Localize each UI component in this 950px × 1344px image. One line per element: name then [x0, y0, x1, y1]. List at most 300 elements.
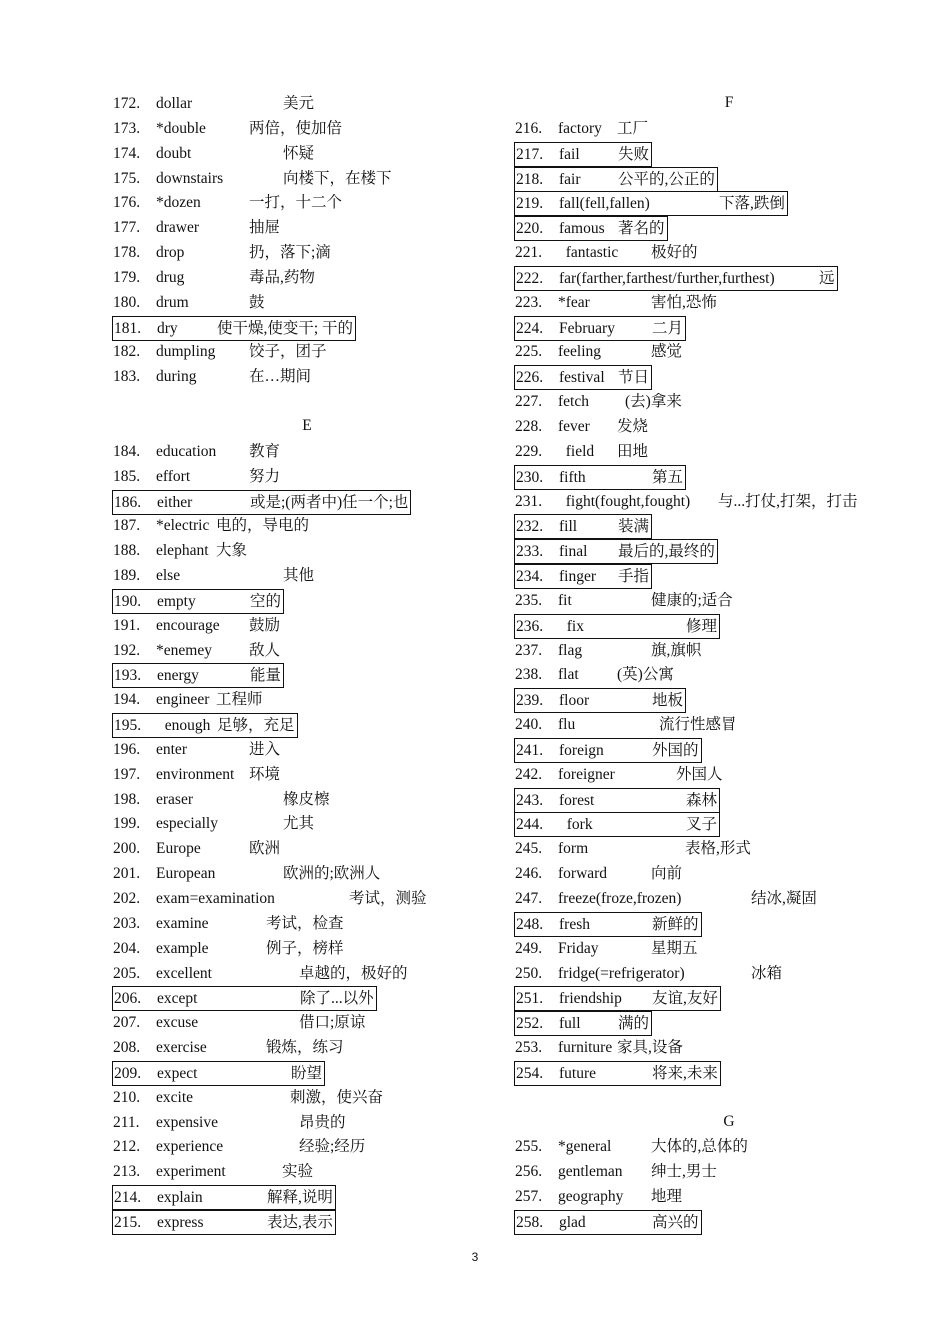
vocab-entry: [514, 1036, 685, 1059]
entry-word: *fear: [558, 293, 590, 311]
entry-word: doubt: [156, 144, 192, 162]
entry-number: 239.: [516, 692, 544, 710]
entry-word: drum: [156, 293, 189, 311]
entry-number: 177.: [113, 219, 141, 237]
entry-word: enter: [156, 740, 187, 758]
vocab-row: [112, 861, 502, 886]
entry-number: 245.: [515, 840, 543, 858]
entry-meaning: 流行性感冒: [659, 716, 737, 734]
entry-meaning: 在…期间: [249, 368, 312, 386]
highlighted-vocab-entry: [514, 614, 720, 639]
entry-meaning: 电的，导电的: [216, 517, 310, 535]
entry-meaning: (去)拿来: [625, 393, 682, 411]
vocab-entry: [112, 92, 316, 115]
vocab-row: [112, 563, 502, 588]
vocab-row: [112, 215, 502, 240]
vocab-row: [112, 1159, 502, 1184]
entry-number: 184.: [113, 442, 141, 460]
entry-number: 233.: [516, 543, 544, 561]
vocab-row: [514, 364, 944, 389]
vocab-row: [112, 91, 502, 116]
entry-word: far(farther,farthest/further,furthest): [559, 269, 775, 287]
entry-word: freeze(froze,frozen): [558, 890, 682, 907]
vocab-row: [514, 712, 944, 737]
vocab-entry: [112, 167, 394, 190]
vocab-entry: [112, 365, 313, 388]
entry-word: fair: [559, 170, 581, 188]
entry-number: 215.: [114, 1213, 142, 1231]
highlighted-vocab-entry: [514, 1011, 652, 1036]
entry-meaning: 外国的: [652, 741, 699, 759]
entry-number: 192.: [113, 641, 141, 659]
vocab-row: [514, 439, 944, 464]
vocab-row: [514, 414, 944, 439]
highlighted-vocab-entry: [112, 589, 284, 614]
entry-word: furniture: [558, 1039, 613, 1057]
entry-meaning: 教育: [249, 442, 281, 460]
entry-word: finger: [559, 568, 597, 586]
highlighted-vocab-entry: [514, 167, 718, 192]
entry-meaning: 毒品,药物: [249, 268, 315, 286]
vocab-row: [514, 489, 944, 514]
entry-number: 232.: [516, 518, 544, 536]
vocab-row: [112, 116, 502, 141]
vocab-row: [112, 886, 502, 911]
entry-meaning: 满的: [618, 1015, 650, 1033]
entry-meaning: 表格,形式: [685, 840, 751, 858]
vocab-row: [112, 985, 502, 1010]
entry-number: 220.: [516, 220, 544, 238]
entry-meaning: 环境: [249, 765, 281, 783]
vocab-row: [514, 166, 944, 191]
entry-number: 210.: [113, 1088, 141, 1106]
entry-word: gentleman: [558, 1163, 623, 1181]
entry-meaning: 友谊,友好: [652, 990, 718, 1008]
entry-meaning: 欧洲: [249, 840, 281, 858]
entry-number: 186.: [114, 493, 142, 511]
entry-word: Europe: [156, 840, 201, 858]
entry-word: enough: [157, 717, 211, 735]
entry-meaning: 饺子，团子: [249, 343, 327, 361]
highlighted-vocab-entry: [514, 365, 652, 390]
entry-number: 246.: [515, 865, 543, 883]
entry-meaning: 借口;原谅: [299, 1014, 366, 1032]
entry-number: 254.: [516, 1064, 544, 1082]
entry-word: either: [157, 493, 193, 511]
entry-number: 173.: [113, 119, 141, 137]
entry-number: 225.: [515, 343, 543, 361]
vocab-row: [112, 315, 502, 340]
highlighted-vocab-entry: [514, 216, 668, 241]
entry-meaning: 下落,跌倒: [719, 195, 785, 213]
entry-word: excite: [156, 1088, 194, 1106]
vocab-entry: [112, 738, 282, 761]
entry-meaning: 进入: [249, 740, 281, 758]
entry-word: fill: [559, 518, 578, 536]
left-column: [112, 91, 502, 1234]
entry-number: 235.: [515, 591, 543, 609]
entry-word: geography: [558, 1188, 624, 1206]
entry-meaning: 绅士,男士: [651, 1163, 717, 1181]
entry-meaning: 向前: [651, 865, 683, 883]
entry-meaning: 鼓: [249, 293, 265, 311]
highlighted-vocab-entry: [112, 1061, 325, 1086]
entry-number: 252.: [516, 1015, 544, 1033]
entry-word: else: [156, 567, 181, 585]
entry-word: fantastic: [558, 244, 619, 262]
entry-number: 229.: [515, 442, 543, 460]
entry-meaning: 地理: [651, 1188, 683, 1206]
entry-number: 207.: [113, 1014, 141, 1032]
entry-meaning: 盼望: [291, 1064, 323, 1082]
entry-word: elephant: [156, 542, 209, 560]
vocab-row: [514, 588, 944, 613]
entry-meaning: 美元: [283, 95, 315, 112]
entry-number: 195.: [114, 717, 142, 735]
entry-meaning: 星期五: [651, 939, 698, 957]
vocab-entry: [112, 962, 410, 985]
vocab-row: [112, 687, 502, 712]
entry-number: 231.: [515, 492, 543, 510]
vocab-row: [112, 737, 502, 762]
entry-meaning: 最后的,最终的: [618, 543, 715, 561]
entry-number: 234.: [516, 568, 544, 586]
vocab-row: [514, 141, 944, 166]
entry-number: 230.: [516, 468, 544, 486]
entry-meaning: 其他: [283, 567, 315, 585]
entry-word: *general: [558, 1138, 612, 1156]
entry-meaning: 与...打仗,打架，打击: [718, 492, 858, 510]
vocab-row: [514, 215, 944, 240]
entry-number: 221.: [515, 244, 543, 262]
entry-word: fork: [559, 816, 593, 834]
entry-number: 187.: [113, 517, 141, 535]
section-heading: F: [724, 94, 734, 111]
vocab-entry: [514, 837, 753, 860]
vocab-entry: [112, 1111, 348, 1134]
entry-number: 172.: [113, 95, 141, 112]
entry-word: future: [559, 1064, 597, 1082]
entry-number: 238.: [515, 666, 543, 684]
vocab-entry: [112, 1135, 367, 1158]
entry-number: 242.: [515, 765, 543, 783]
vocab-row: [514, 787, 944, 812]
entry-word: fall(fell,fallen): [559, 195, 650, 213]
highlighted-vocab-entry: [112, 1185, 336, 1210]
entry-word: fever: [558, 417, 590, 435]
entry-word: engineer: [156, 691, 210, 709]
vocab-row: [514, 190, 944, 215]
highlighted-vocab-entry: [514, 788, 720, 813]
entry-word: encourage: [156, 616, 220, 634]
entry-number: 226.: [516, 369, 544, 387]
vocab-row: [514, 290, 944, 315]
entry-number: 191.: [113, 616, 141, 634]
entry-number: 212.: [113, 1138, 141, 1156]
entry-word: feeling: [558, 343, 602, 361]
entry-number: 194.: [113, 691, 141, 709]
entry-number: 208.: [113, 1039, 141, 1057]
entry-meaning: 发烧: [617, 417, 649, 435]
entry-meaning: 解释,说明: [267, 1189, 333, 1207]
vocab-entry: [514, 440, 650, 463]
vocab-entry: [112, 191, 344, 214]
entry-number: 209.: [114, 1064, 142, 1082]
entry-meaning: 结冰,凝固: [751, 890, 817, 907]
entry-meaning: 装满: [618, 518, 650, 536]
entry-meaning: 工程师: [216, 691, 263, 709]
entry-number: 256.: [515, 1163, 543, 1181]
vocab-entry: [514, 589, 735, 612]
vocab-row: [112, 265, 502, 290]
vocab-row: [112, 811, 502, 836]
entry-word: flu: [558, 716, 576, 734]
entry-number: 205.: [113, 964, 141, 982]
vocab-entry: [112, 1160, 315, 1183]
vocab-row: [112, 787, 502, 812]
entry-word: floor: [559, 692, 590, 710]
entry-number: 175.: [113, 169, 141, 187]
vocab-row: [112, 1085, 502, 1110]
entry-meaning: 修理: [686, 617, 718, 635]
vocab-row: [112, 936, 502, 961]
vocab-row: [514, 1209, 944, 1234]
entry-meaning: 锻炼，练习: [266, 1039, 344, 1057]
page-number: 3: [471, 1250, 479, 1264]
entry-number: 253.: [515, 1039, 543, 1057]
entry-number: 179.: [113, 268, 141, 286]
vocab-row: [514, 662, 944, 687]
entry-meaning: 第五: [652, 468, 684, 486]
vocab-row: [514, 886, 944, 911]
entry-meaning: 鼓励: [249, 616, 281, 634]
vocab-row: [514, 265, 944, 290]
entry-word: energy: [157, 667, 199, 685]
vocab-row: [514, 638, 944, 663]
vocab-row: [514, 513, 944, 538]
entry-number: 214.: [114, 1189, 142, 1207]
vocab-row: [514, 1035, 944, 1060]
vocab-row: [112, 166, 502, 191]
entry-meaning: 使干燥,使变干; 干的: [217, 319, 354, 337]
vocab-row: [514, 1010, 944, 1035]
entry-word: fix: [559, 617, 584, 635]
vocab-row: [112, 1035, 502, 1060]
vocab-row: [112, 1134, 502, 1159]
entry-word: *electric: [156, 517, 210, 535]
entry-number: 201.: [113, 865, 141, 883]
vocab-entry: [514, 1135, 750, 1158]
vocab-row: [514, 861, 944, 886]
entry-word: expensive: [156, 1113, 218, 1131]
vocab-entry: [514, 962, 784, 985]
entry-meaning: 冰箱: [751, 964, 783, 982]
entry-word: forest: [559, 791, 595, 809]
entry-meaning: 感觉: [651, 343, 683, 361]
entry-meaning: 两倍，使加倍: [249, 119, 343, 137]
highlighted-vocab-entry: [514, 688, 686, 713]
vocab-row: [112, 613, 502, 638]
entry-word: express: [157, 1213, 204, 1231]
entry-word: effort: [156, 467, 191, 485]
entry-meaning: 例子，榜样: [266, 939, 344, 957]
entry-word: final: [559, 543, 588, 561]
entry-word: drop: [156, 244, 185, 262]
entry-word: downstairs: [156, 169, 224, 187]
vocab-row: [514, 339, 944, 364]
vocab-entry: [514, 937, 700, 960]
entry-word: fridge(=refrigerator): [558, 964, 685, 982]
entry-number: 199.: [113, 815, 141, 833]
highlighted-vocab-entry: [112, 490, 411, 515]
entry-number: 182.: [113, 343, 141, 361]
vocab-row: [112, 240, 502, 265]
vocab-entry: [112, 241, 333, 264]
entry-meaning: 昂贵的: [299, 1113, 346, 1131]
vocab-entry: [112, 1011, 367, 1034]
vocab-row: [514, 911, 944, 936]
vocab-row: [112, 638, 502, 663]
vocab-entry: [514, 291, 719, 314]
vocab-row: [112, 464, 502, 489]
entry-word: glad: [559, 1213, 586, 1231]
vocab-row: [112, 1060, 502, 1085]
entry-meaning: 大体的,总体的: [651, 1138, 748, 1156]
entry-number: 251.: [516, 990, 544, 1008]
entry-number: 224.: [516, 319, 544, 337]
highlighted-vocab-entry: [514, 1061, 721, 1086]
vocab-row: [514, 1159, 944, 1184]
entry-meaning: 节日: [618, 369, 650, 387]
entry-meaning: 叉子: [686, 816, 718, 834]
entry-word: Friday: [558, 939, 599, 957]
vocab-row: [112, 961, 502, 986]
vocab-row: [514, 687, 944, 712]
entry-word: during: [156, 368, 197, 386]
entry-word: exam=examination: [156, 890, 275, 907]
vocab-row: [112, 513, 502, 538]
entry-word: famous: [559, 220, 605, 238]
entry-meaning: 森林: [686, 791, 718, 809]
vocab-entry: [514, 415, 650, 438]
vocab-row: [112, 911, 502, 936]
entry-number: 203.: [113, 914, 141, 932]
entry-word: foreigner: [558, 765, 615, 783]
vocab-row: [514, 538, 944, 563]
entry-meaning: 实验: [282, 1163, 314, 1181]
entry-meaning: 著名的: [618, 220, 665, 238]
entry-word: full: [559, 1015, 581, 1033]
entry-word: except: [157, 990, 198, 1008]
vocab-entry: [112, 514, 311, 537]
vocab-row: [514, 1060, 944, 1085]
entry-word: environment: [156, 765, 235, 783]
entry-number: 185.: [113, 467, 141, 485]
vocab-row: [112, 1010, 502, 1035]
entry-number: 257.: [515, 1188, 543, 1206]
entry-number: 213.: [113, 1163, 141, 1181]
vocab-row: [514, 811, 944, 836]
entry-word: fail: [559, 145, 580, 163]
vocab-row: [514, 762, 944, 787]
entry-number: 222.: [516, 269, 544, 287]
entry-meaning: 努力: [249, 467, 281, 485]
vocab-row: [112, 662, 502, 687]
highlighted-vocab-entry: [514, 738, 702, 763]
entry-number: 181.: [114, 319, 142, 337]
entry-meaning: 敌人: [249, 641, 281, 659]
vocab-row: [514, 240, 944, 265]
blank-row: [514, 1085, 944, 1110]
entry-number: 217.: [516, 145, 544, 163]
entry-meaning: 欧洲的;欧洲人: [283, 865, 381, 883]
entry-number: 237.: [515, 641, 543, 659]
vocab-row: [112, 1184, 502, 1209]
entry-meaning: 田地: [617, 442, 649, 460]
vocab-entry: [514, 639, 703, 662]
entry-word: exercise: [156, 1039, 207, 1057]
vocab-entry: [112, 564, 316, 587]
entry-number: 174.: [113, 144, 141, 162]
entry-number: 180.: [113, 293, 141, 311]
entry-meaning: 极好的: [651, 244, 698, 262]
highlighted-vocab-entry: [514, 912, 702, 937]
entry-word: factory: [558, 119, 602, 137]
entry-number: 250.: [515, 964, 543, 982]
entry-meaning: 一打，十二个: [249, 194, 343, 212]
vocab-row: [514, 985, 944, 1010]
entry-number: 200.: [113, 840, 141, 858]
entry-word: excellent: [156, 964, 212, 982]
entry-meaning: 怀疑: [283, 144, 315, 162]
entry-meaning: 远: [819, 269, 835, 287]
vocab-row: [112, 762, 502, 787]
vocab-entry: [112, 266, 317, 289]
entry-word: form: [558, 840, 589, 858]
section-heading: E: [302, 416, 312, 434]
entry-number: 178.: [113, 244, 141, 262]
entry-word: dry: [157, 319, 178, 337]
entry-meaning: 经验;经历: [299, 1138, 366, 1156]
highlighted-vocab-entry: [112, 1210, 336, 1235]
entry-meaning: 害怕,恐怖: [651, 293, 717, 311]
entry-meaning: 除了...以外: [300, 990, 374, 1008]
entry-meaning: 工厂: [617, 119, 649, 137]
entry-meaning: 将来,未来: [652, 1064, 718, 1082]
entry-word: February: [559, 319, 615, 337]
entry-number: 255.: [515, 1138, 543, 1156]
entry-word: drug: [156, 268, 185, 286]
entry-number: 249.: [515, 939, 543, 957]
vocab-entry: [112, 639, 282, 662]
vocab-entry: [112, 763, 282, 786]
entry-word: flat: [558, 666, 579, 684]
vocab-entry: [112, 1086, 385, 1109]
vocab-entry: [514, 1160, 719, 1183]
entry-word: excuse: [156, 1014, 199, 1032]
vocab-entry: [112, 862, 382, 885]
entry-meaning: 高兴的: [652, 1213, 699, 1231]
vocab-row: [112, 538, 502, 563]
entry-meaning: 新鲜的: [652, 915, 699, 933]
highlighted-vocab-entry: [514, 539, 718, 564]
blank-row: [112, 389, 502, 414]
entry-word: example: [156, 939, 209, 957]
entry-word: fifth: [559, 468, 586, 486]
entry-word: festival: [559, 369, 605, 387]
vocab-row: [514, 563, 944, 588]
entry-meaning: 橡皮檫: [283, 790, 330, 808]
